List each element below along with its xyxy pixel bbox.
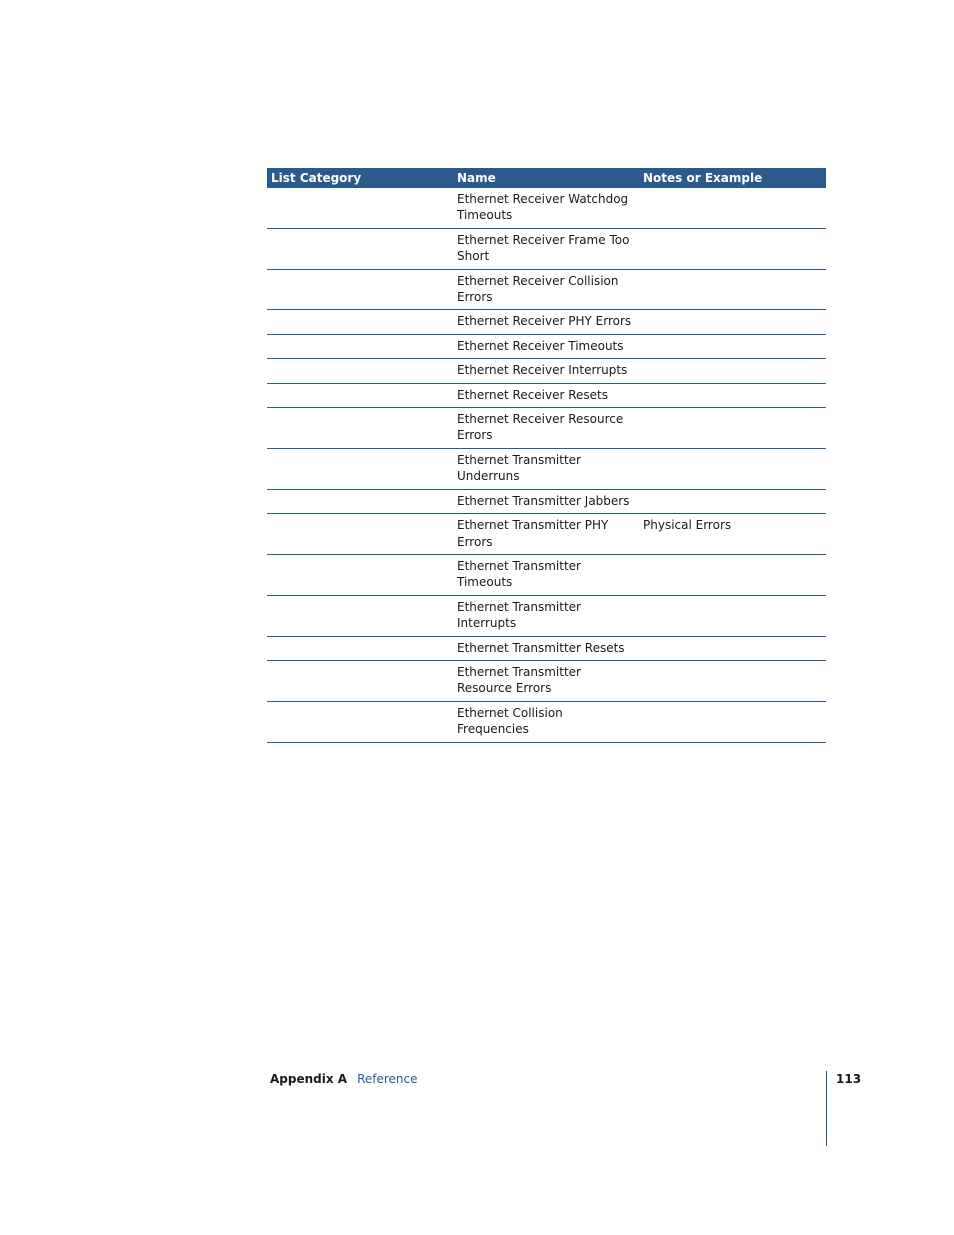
table-row [267, 449, 826, 490]
cell-notes [639, 637, 826, 660]
table-row [267, 229, 826, 270]
table-row [267, 596, 826, 637]
cell-name: Ethernet Receiver PHY Errors [457, 314, 632, 329]
cell-name: Ethernet Receiver Watchdog Timeouts [457, 192, 629, 223]
cell-category [267, 229, 453, 269]
cell-name: Ethernet Receiver Resets [457, 387, 609, 402]
cell-notes [639, 449, 826, 489]
cell-notes [639, 384, 826, 407]
cell-notes [639, 229, 826, 269]
page-number: 113 [836, 1072, 862, 1086]
cell-name: Ethernet Receiver Frame Too Short [457, 232, 630, 264]
footer-divider [826, 1071, 827, 1146]
reference-table [267, 168, 826, 743]
cell-notes [639, 596, 826, 636]
table-row [267, 490, 826, 514]
cell-notes [639, 270, 826, 310]
cell-category [267, 702, 453, 742]
cell-notes [639, 661, 826, 701]
cell-notes [639, 310, 826, 333]
cell-name: Ethernet Transmitter Underruns [457, 452, 581, 484]
cell-category [267, 490, 453, 513]
cell-notes [639, 359, 826, 382]
cell-category [267, 661, 453, 701]
cell-category [267, 310, 453, 333]
table-row [267, 310, 826, 334]
table-row [267, 188, 826, 229]
cell-category [267, 384, 453, 407]
table-row [267, 514, 826, 555]
cell-notes [639, 555, 826, 595]
cell-notes [639, 702, 826, 742]
header-list-category: List Category [271, 171, 362, 185]
table-row [267, 661, 826, 702]
table-row [267, 408, 826, 449]
cell-name: Ethernet Transmitter Resource Errors [457, 664, 581, 696]
cell-category [267, 637, 453, 660]
footer-appendix: Appendix A [270, 1072, 348, 1086]
page-footer [270, 1072, 418, 1086]
cell-name: Ethernet Receiver Collision Errors [457, 273, 619, 305]
cell-name: Ethernet Transmitter Interrupts [457, 599, 581, 631]
cell-category [267, 596, 453, 636]
cell-category [267, 335, 453, 358]
cell-name: Ethernet Collision Frequencies [457, 705, 563, 737]
cell-notes [639, 188, 826, 228]
cell-category [267, 514, 453, 554]
cell-notes [639, 408, 826, 448]
table-row [267, 270, 826, 311]
cell-name: Ethernet Receiver Interrupts [457, 363, 628, 378]
table-row [267, 359, 826, 383]
table-row [267, 702, 826, 743]
cell-category [267, 270, 453, 310]
cell-category [267, 555, 453, 595]
cell-category [267, 408, 453, 448]
cell-category [267, 449, 453, 489]
table-header [267, 168, 826, 188]
cell-category [267, 188, 453, 228]
cell-name: Ethernet Transmitter PHY Errors [457, 518, 609, 549]
header-name: Name [457, 171, 496, 185]
cell-name: Ethernet Transmitter Jabbers [457, 493, 630, 508]
cell-name: Ethernet Receiver Timeouts [457, 338, 624, 353]
cell-notes [639, 335, 826, 358]
cell-name: Ethernet Transmitter Timeouts [457, 558, 581, 590]
footer-section-link[interactable]: Reference [357, 1072, 418, 1086]
table-row [267, 384, 826, 408]
table-row [267, 335, 826, 359]
cell-notes: Physical Errors [643, 518, 732, 533]
cell-notes [639, 490, 826, 513]
cell-name: Ethernet Transmitter Resets [457, 640, 625, 655]
header-notes: Notes or Example [643, 171, 763, 185]
cell-category [267, 359, 453, 382]
table-body [267, 188, 826, 743]
table-row [267, 555, 826, 596]
table-row [267, 637, 826, 661]
cell-name: Ethernet Receiver Resource Errors [457, 412, 624, 443]
